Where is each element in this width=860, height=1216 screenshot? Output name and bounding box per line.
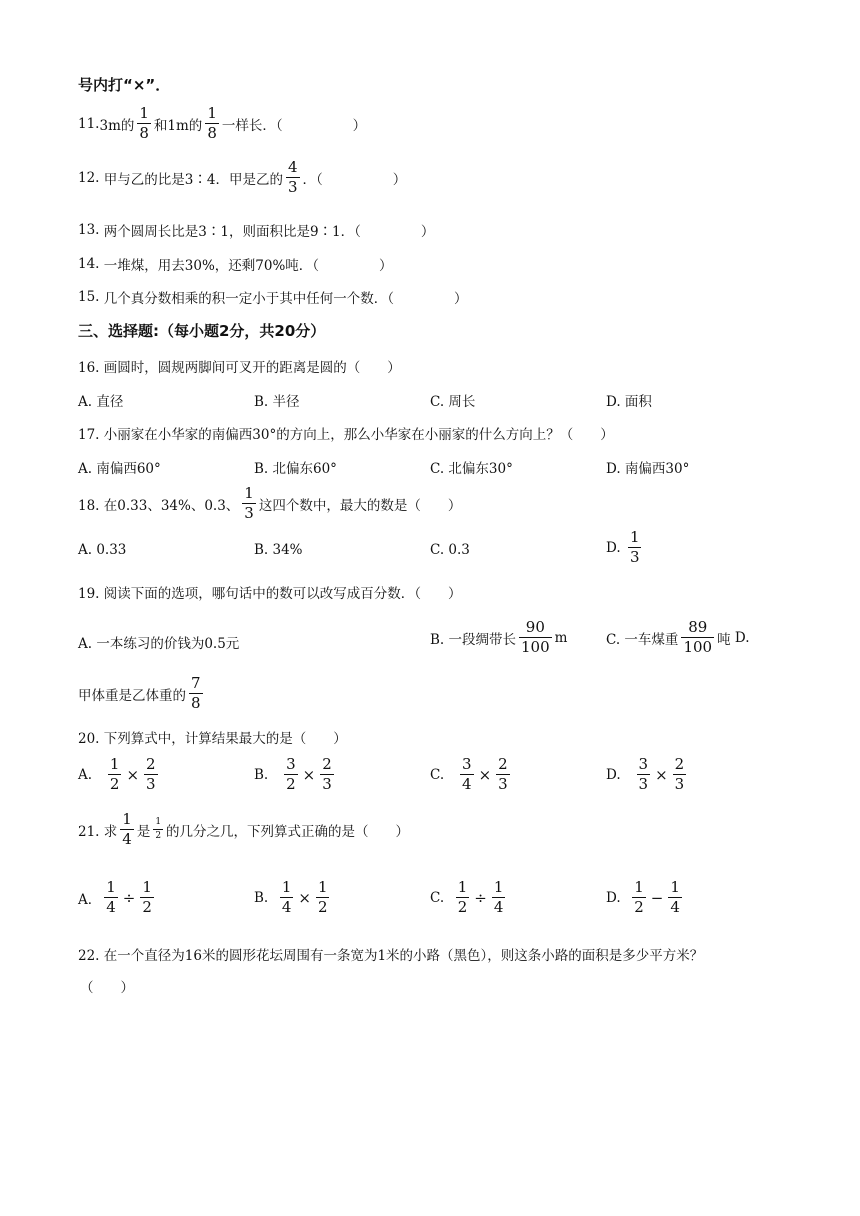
option-a[interactable]: A. 南偏西60° — [78, 461, 161, 477]
section-header-tail: 号内打“×”． — [78, 76, 171, 94]
question-22-stem: 22. 在一个直径为16米的圆形花坛周围有一条宽为1米的小路（黑色），则这条小路的面积是多少平方米？ — [78, 948, 704, 964]
fraction: $\frac{1}{2}$ — [317, 878, 328, 916]
option-b[interactable]: B. 34% — [254, 542, 303, 558]
question-18-stem: 18. 在0.33、34%、0.3、 $\frac{1}{3}$ 这四个数中，最大的数是（ ） — [78, 484, 462, 522]
fraction: $\frac{90}{100}$ — [521, 618, 550, 656]
option-a[interactable]: A. $\frac{1}{2}$ × $\frac{2}{3}$ — [78, 755, 156, 793]
option-a[interactable]: A． $\frac{1}{4}$ ÷ $\frac{1}{2}$ — [78, 878, 152, 916]
option-c[interactable]: C. 周长 — [430, 394, 476, 410]
option-c[interactable]: C. 一车煤重 $\frac{89}{100}$ 吨 D. — [606, 618, 750, 656]
option-d[interactable]: D. $\frac{3}{3}$ × $\frac{2}{3}$ — [606, 755, 685, 793]
fraction: $\frac{1}{4}$ — [281, 878, 292, 916]
option-d[interactable]: D. $\frac{1}{3}$ — [606, 528, 640, 566]
question-13: 13. 两个圆周长比是3∶1，则面积比是9∶1．（ ） — [78, 222, 435, 240]
fraction: $\frac{1}{3}$ — [244, 484, 254, 522]
option-a[interactable]: A. 0.33 — [78, 542, 127, 558]
fraction: $\frac{3}{2}$ — [286, 755, 296, 793]
option-d[interactable]: D. $\frac{1}{2}$ − $\frac{1}{4}$ — [606, 878, 680, 916]
question-19-stem: 19. 阅读下面的选项，哪句话中的数可以改写成百分数．（ ） — [78, 586, 462, 602]
fraction: $\frac{1}{4}$ — [122, 810, 132, 848]
question-11: 11. 3m的 $\frac{1}{8}$ 和1m的 $\frac{1}{8}$ 一样长．（ ） — [78, 104, 367, 142]
option-c[interactable]: C. 北偏东30° — [430, 461, 513, 477]
fraction: $\frac{1}{4}$ — [106, 878, 116, 916]
answer-paren[interactable]: （ ） — [80, 980, 134, 996]
fraction: $\frac{2}{3}$ — [498, 755, 508, 793]
question-17-stem: 17. 小丽家在小华家的南偏西30°的方向上，那么小华家在小丽家的什么方向上？（ ） — [78, 427, 614, 443]
fraction: $\frac{2}{3}$ — [322, 755, 332, 793]
question-20-stem: 20. 下列算式中，计算结果最大的是（ ） — [78, 731, 347, 747]
option-a[interactable]: A. 直径 — [78, 394, 124, 410]
fraction: $\frac{3}{4}$ — [462, 755, 472, 793]
fraction: $\frac{1}{2}$ — [155, 817, 162, 841]
option-b[interactable]: B. 北偏东60° — [254, 461, 337, 477]
option-b[interactable]: B. $\frac{1}{4}$ × $\frac{1}{2}$ — [254, 878, 328, 916]
fraction: $\frac{1}{4}$ — [493, 878, 504, 916]
option-d[interactable]: D. 南偏西30° — [606, 461, 690, 477]
fraction: $\frac{1}{3}$ — [629, 528, 640, 566]
fraction: $\frac{89}{100}$ — [683, 618, 713, 656]
fraction: $\frac{4}{3}$ — [287, 158, 298, 196]
fraction: $\frac{1}{2}$ — [457, 878, 468, 916]
fraction: $\frac{7}{8}$ — [191, 674, 201, 712]
fraction: $\frac{2}{3}$ — [146, 755, 156, 793]
fraction: $\frac{1}{2}$ — [142, 878, 152, 916]
question-16-stem: 16. 画圆时，圆规两脚间可叉开的距离是圆的（ ） — [78, 360, 401, 376]
fraction: $\frac{2}{3}$ — [674, 755, 685, 793]
fraction: $\frac{3}{3}$ — [638, 755, 649, 793]
question-21-stem: 21. 求 $\frac{1}{4}$ 是 $\frac{1}{2}$ 的几分之几，下列算式正确的是（ ） — [78, 810, 410, 848]
option-d[interactable]: 甲体重是乙体重的 $\frac{7}{8}$ — [78, 674, 201, 712]
question-12: 12. 甲与乙的比是3∶4．甲是乙的 $\frac{4}{3}$ ．（ ） — [78, 158, 407, 196]
option-c[interactable]: C. $\frac{1}{2}$ ÷ $\frac{1}{4}$ — [430, 878, 504, 916]
question-14: 14. 一堆煤，用去30%，还剩70%吨．（ ） — [78, 256, 393, 274]
option-b[interactable]: B. 一段绸带长 $\frac{90}{100}$ m — [430, 618, 568, 656]
option-a[interactable]: A. 一本练习的价钱为0.5元 — [78, 636, 240, 652]
fraction: $\frac{1}{4}$ — [670, 878, 680, 916]
fraction: $\frac{1}{2}$ — [109, 755, 120, 793]
fraction: $\frac{1}{8}$ — [139, 104, 149, 142]
fraction: $\frac{1}{8}$ — [207, 104, 217, 142]
section-title: 三、选择题:（每小题2分，共20分） — [78, 322, 326, 340]
fraction: $\frac{1}{2}$ — [634, 878, 644, 916]
question-15: 15. 几个真分数相乘的积一定小于其中任何一个数．（ ） — [78, 289, 468, 307]
option-c[interactable]: C. 0.3 — [430, 542, 470, 558]
option-b[interactable]: B. $\frac{3}{2}$ × $\frac{2}{3}$ — [254, 755, 332, 793]
option-c[interactable]: C. $\frac{3}{4}$ × $\frac{2}{3}$ — [430, 755, 508, 793]
option-d[interactable]: D. 面积 — [606, 394, 652, 410]
option-b[interactable]: B. 半径 — [254, 394, 300, 410]
